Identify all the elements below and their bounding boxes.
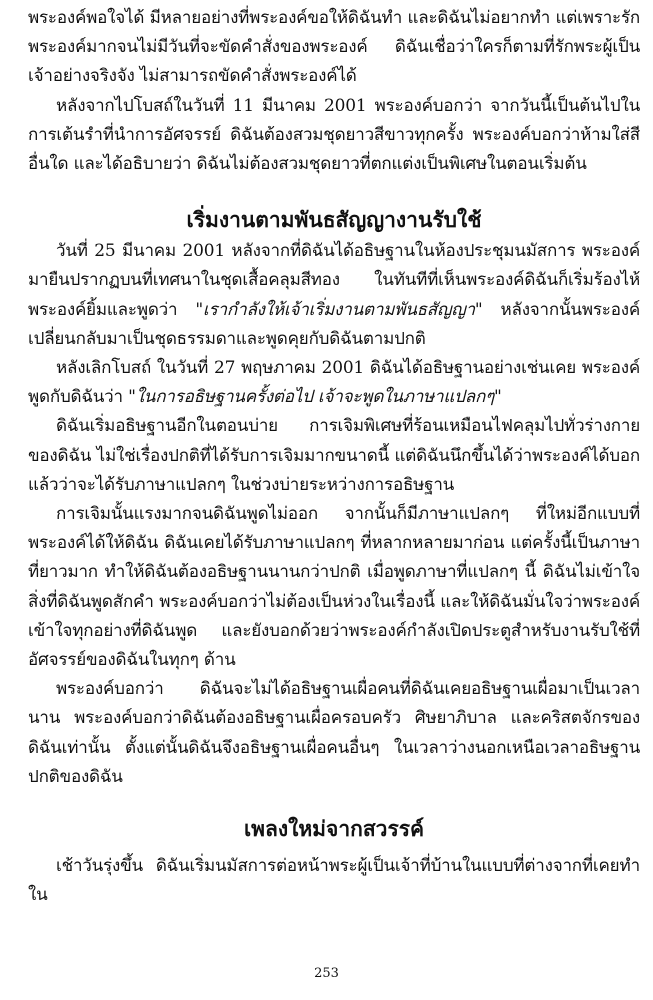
- section-heading-covenant-ministry: เริ่มงานตามพันธสัญญางานรับใช้: [186, 208, 482, 233]
- quote-covenant-start: "เรากำลังให้เจ้าเริ่มงานตามพันธสัญญา": [195, 299, 483, 320]
- paragraph-march-25-text-a: วันที่ 25 มีนาคม 2001 หลังจากที่ดิฉันได้อธิษฐานในห้องประชุมนมัสการ พระองค์มายืนปรากฏบนที่เทศนาในชุดเสื้อคลุมสีทอง ในทันทีที่เห็นพระองค์ดิฉันก็เริ่มร้องไห้ พระองค์ยิ้มและพูดว่า: [28, 241, 640, 320]
- quote-strange-tongues: "ในการอธิษฐานครั้งต่อไป เจ้าจะพูดในภาษาแปลกๆ": [128, 387, 502, 408]
- paragraph-march-25: [28, 237, 640, 354]
- paragraph-afternoon-prayer: ดิฉันเริ่มอธิษฐานอีกในตอนบ่าย การเจิมพิเศษที่ร้อนเหมือนไฟคลุมไปทั่วร่างกายของดิฉัน ไม่ใช่เรื่องปกติที่ได้รับการเจิมมากขนาดนี้ แต่ดิฉันนึกขึ้นได้ว่าพระองค์ได้บอกแล้วว่าจะได้รับภาษาแปลกๆ ในช่วงบ่ายระหว่างการอธิษฐาน: [28, 416, 640, 495]
- paragraph-may-27: [28, 354, 640, 412]
- page-number: 253: [314, 966, 339, 981]
- paragraph-march-25-text-b: หลังจากนั้นพระองค์เปลี่ยนกลับมาเป็นชุดธรรมดาและพูดคุยกับดิฉันตามปกติ: [28, 299, 640, 349]
- paragraph-anointing: การเจิมนั้นแรงมากจนดิฉันพูดไม่ออก จากนั้นก็มีภาษาแปลกๆ ที่ใหม่อีกแบบที่พระองค์ได้ให้ดิฉัน ดิฉันเคยได้รับภาษาแปลกๆ ที่หลากหลายมาก่อน แต่ครั้งนี้เป็นภาษาที่ยาวมาก ทำให้ดิฉันต้องอธิษฐานนานกว่าปกติ เมื่อพูดภาษาที่แปลกๆ นี้ ดิฉันไม่เข้าใจสิ่งที่ดิฉันพูดสักคำ พระองค์บอกว่าไม่ต้องเป็นห่วงในเรื่องนี้ และให้ดิฉันมั่นใจว่าพระองค์เข้าใจทุกอย่างที่ดิฉันพูด และยังบอกด้วยว่าพระองค์กำลังเปิดประตูสำหรับงานรับใช้ที่อัศจรรย์ของดิฉันในทุกๆ ด้าน: [28, 504, 640, 671]
- section-heading-new-song: เพลงใหม่จากสวรรค์: [243, 817, 425, 842]
- paragraph-next-morning: เช้าวันรุ่งขึ้น ดิฉันเริ่มนมัสการต่อหน้าพระผู้เป็นเจ้าที่บ้านในแบบที่ต่างจากที่เคยทำใน: [28, 856, 640, 906]
- paragraph-march-11: หลังจากไปโบสถ์ในวันที่ 11 มีนาคม 2001 พระองค์บอกว่า จากวันนี้เป็นต้นไปในการเต้นรำที่นำการอัศจรรย์ ดิฉันต้องสวมชุดยาวสีขาวทุกครั้ง พระองค์บอกว่าห้ามใส่สีอื่นใด และได้อธิบายว่า ดิฉันไม่ต้องสวมชุดยาวที่ตกแต่งเป็นพิเศษในตอนเริ่มต้น: [28, 95, 640, 175]
- paragraph-prayer-focus: พระองค์บอกว่า ดิฉันจะไม่ได้อธิษฐานเผื่อคนที่ดิฉันเคยอธิษฐานเผื่อมาเป็นเวลานาน พระองค์บอกว่าดิฉันต้องอธิษฐานเผื่อครอบครัว ศิษยาภิบาล และคริสตจักรของดิฉันเท่านั้น ตั้งแต่นั้นดิฉันจึงอธิษฐานเผื่อคนอื่นๆ ในเวลาว่างนอกเหนือเวลาอธิษฐานปกติของดิฉัน: [28, 679, 640, 787]
- page-body: [28, 4, 640, 910]
- paragraph-continued: พระองค์พอใจได้ มีหลายอย่างที่พระองค์ขอให้ดิฉันทำ และดิฉันไม่อยากทำ แต่เพราะรักพระองค์มากจนไม่มีวันที่จะขัดคำสั่งของพระองค์ ดิฉันเชื่อว่าใครก็ตามที่รักพระผู้เป็นเจ้าอย่างจริงจัง ไม่สามารถขัดคำสั่งพระองค์ได้: [28, 8, 640, 87]
- paragraph-may-27-text: หลังเลิกโบสถ์ ในวันที่ 27 พฤษภาคม 2001 ดิฉันได้อธิษฐานอย่างเช่นเคย พระองค์พูดกับดิฉันว่า: [28, 358, 640, 408]
